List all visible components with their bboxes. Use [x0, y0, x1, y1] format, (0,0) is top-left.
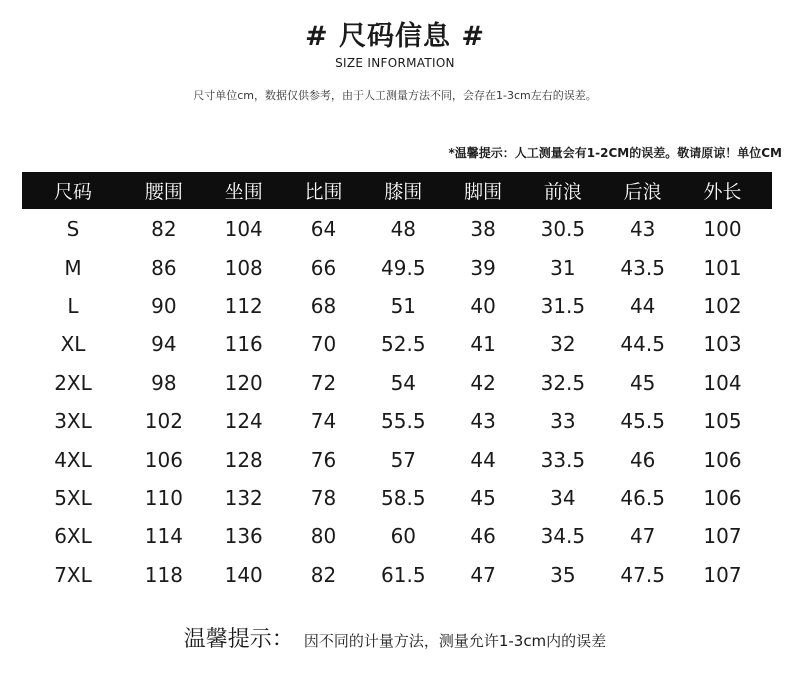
value-cell: 80 — [310, 524, 337, 549]
value-cell: 43 — [629, 217, 656, 242]
value-cell: 44.5 — [620, 332, 665, 357]
value-cell: 34 — [550, 485, 576, 510]
value-cell: 47 — [470, 562, 496, 587]
size-cell: 2XL — [54, 370, 92, 395]
value-cell: 76 — [310, 447, 337, 472]
value-cell: 64 — [310, 217, 337, 242]
table-row — [22, 210, 772, 248]
table-row — [22, 479, 772, 517]
value-cell: 110 — [144, 485, 183, 510]
value-cell: 49.5 — [381, 255, 426, 280]
value-cell: 48 — [390, 217, 417, 242]
value-cell: 51 — [390, 293, 417, 318]
table-row — [22, 364, 772, 402]
value-cell: 128 — [224, 447, 263, 472]
value-cell: 42 — [470, 370, 496, 395]
value-cell: 74 — [310, 409, 337, 434]
value-cell: 44 — [470, 447, 496, 472]
value-cell: 43 — [470, 409, 496, 434]
value-cell: 78 — [310, 485, 337, 510]
header-cell: 脚围 — [464, 181, 503, 203]
value-cell: 45 — [629, 370, 656, 395]
value-cell: 30.5 — [540, 217, 586, 242]
size-cell: 4XL — [54, 447, 92, 472]
value-cell: 45.5 — [620, 409, 665, 434]
value-cell: 52.5 — [381, 332, 426, 357]
size-table — [22, 172, 772, 594]
header-cell: 外长 — [703, 181, 742, 203]
size-cell: 3XL — [54, 409, 92, 434]
value-cell: 46.5 — [620, 485, 665, 510]
page-title: # 尺码信息 # — [304, 21, 486, 52]
value-cell: 32.5 — [540, 370, 586, 395]
table-row — [22, 556, 772, 594]
table-row — [22, 517, 772, 555]
size-cell: M — [64, 255, 82, 280]
value-cell: 101 — [703, 255, 742, 280]
value-cell: 116 — [224, 332, 263, 357]
table-row — [22, 402, 772, 440]
value-cell: 86 — [151, 255, 177, 280]
value-cell: 118 — [144, 562, 183, 587]
value-cell: 107 — [703, 562, 742, 587]
value-cell: 46 — [629, 447, 656, 472]
header-cell: 腰围 — [144, 181, 183, 203]
value-cell: 120 — [224, 370, 263, 395]
value-cell: 68 — [310, 293, 337, 318]
value-cell: 136 — [224, 524, 263, 549]
size-cell: 5XL — [54, 485, 92, 510]
value-cell: 82 — [151, 217, 177, 242]
table-row — [22, 440, 772, 478]
value-cell: 32 — [550, 332, 576, 357]
value-cell: 103 — [703, 332, 742, 357]
value-cell: 102 — [703, 293, 742, 318]
value-cell: 106 — [144, 447, 183, 472]
value-cell: 39 — [470, 255, 496, 280]
value-cell: 112 — [224, 293, 263, 318]
value-cell: 72 — [310, 370, 337, 395]
value-cell: 132 — [224, 485, 263, 510]
value-cell: 58.5 — [381, 485, 426, 510]
table-header-row — [22, 172, 772, 209]
measurement-note: 尺寸单位cm，数据仅供参考，由于人工测量方法不同，会存在1-3cm左右的误差。 — [193, 89, 597, 102]
value-cell: 66 — [310, 255, 337, 280]
value-cell: 31 — [550, 255, 576, 280]
header-cell: 坐围 — [224, 181, 263, 203]
value-cell: 38 — [470, 217, 496, 242]
value-cell: 47.5 — [620, 562, 665, 587]
value-cell: 33 — [550, 409, 576, 434]
table-row — [22, 248, 772, 286]
value-cell: 124 — [224, 409, 263, 434]
value-cell: 114 — [144, 524, 183, 549]
value-cell: 94 — [151, 332, 177, 357]
value-cell: 54 — [390, 370, 417, 395]
value-cell: 45 — [470, 485, 496, 510]
value-cell: 55.5 — [381, 409, 426, 434]
value-cell: 31.5 — [540, 293, 586, 318]
table-body — [22, 210, 772, 594]
value-cell: 105 — [703, 409, 742, 434]
value-cell: 43.5 — [620, 255, 665, 280]
footer-text: 因不同的计量方法，测量允许1-3cm内的误差 — [303, 632, 607, 650]
value-cell: 70 — [310, 332, 337, 357]
value-cell: 60 — [390, 524, 417, 549]
size-cell: 7XL — [54, 562, 92, 587]
header-cell: 前浪 — [543, 181, 582, 203]
value-cell: 106 — [703, 447, 742, 472]
value-cell: 98 — [151, 370, 177, 395]
value-cell: 46 — [470, 524, 496, 549]
value-cell: 47 — [629, 524, 656, 549]
value-cell: 41 — [470, 332, 496, 357]
value-cell: 34.5 — [540, 524, 586, 549]
value-cell: 104 — [224, 217, 263, 242]
size-cell: 6XL — [54, 524, 92, 549]
value-cell: 40 — [470, 293, 496, 318]
value-cell: 107 — [703, 524, 742, 549]
error-tip: *温馨提示：人工测量会有1-2CM的误差。敬请原谅！单位CM — [448, 146, 782, 160]
value-cell: 57 — [390, 447, 417, 472]
header-cell: 后浪 — [623, 181, 662, 203]
value-cell: 61.5 — [381, 562, 426, 587]
value-cell: 35 — [550, 562, 576, 587]
value-cell: 33.5 — [540, 447, 586, 472]
value-cell: 100 — [703, 217, 742, 242]
value-cell: 104 — [703, 370, 742, 395]
footer-label: 温馨提示： — [183, 627, 294, 652]
header-cell: 比围 — [304, 181, 343, 203]
page-subtitle: SIZE INFORMATION — [335, 56, 455, 70]
table-row — [22, 325, 772, 363]
value-cell: 102 — [144, 409, 183, 434]
value-cell: 82 — [310, 562, 337, 587]
size-cell: L — [67, 293, 79, 318]
value-cell: 44 — [629, 293, 656, 318]
header-cell: 膝围 — [384, 181, 423, 203]
value-cell: 106 — [703, 485, 742, 510]
value-cell: 90 — [151, 293, 177, 318]
header-cell: 尺码 — [53, 181, 92, 203]
size-cell: S — [66, 217, 80, 242]
footer-tip — [0, 622, 790, 653]
value-cell: 108 — [224, 255, 263, 280]
table-row — [22, 287, 772, 325]
size-cell: XL — [60, 332, 86, 357]
value-cell: 140 — [224, 562, 263, 587]
